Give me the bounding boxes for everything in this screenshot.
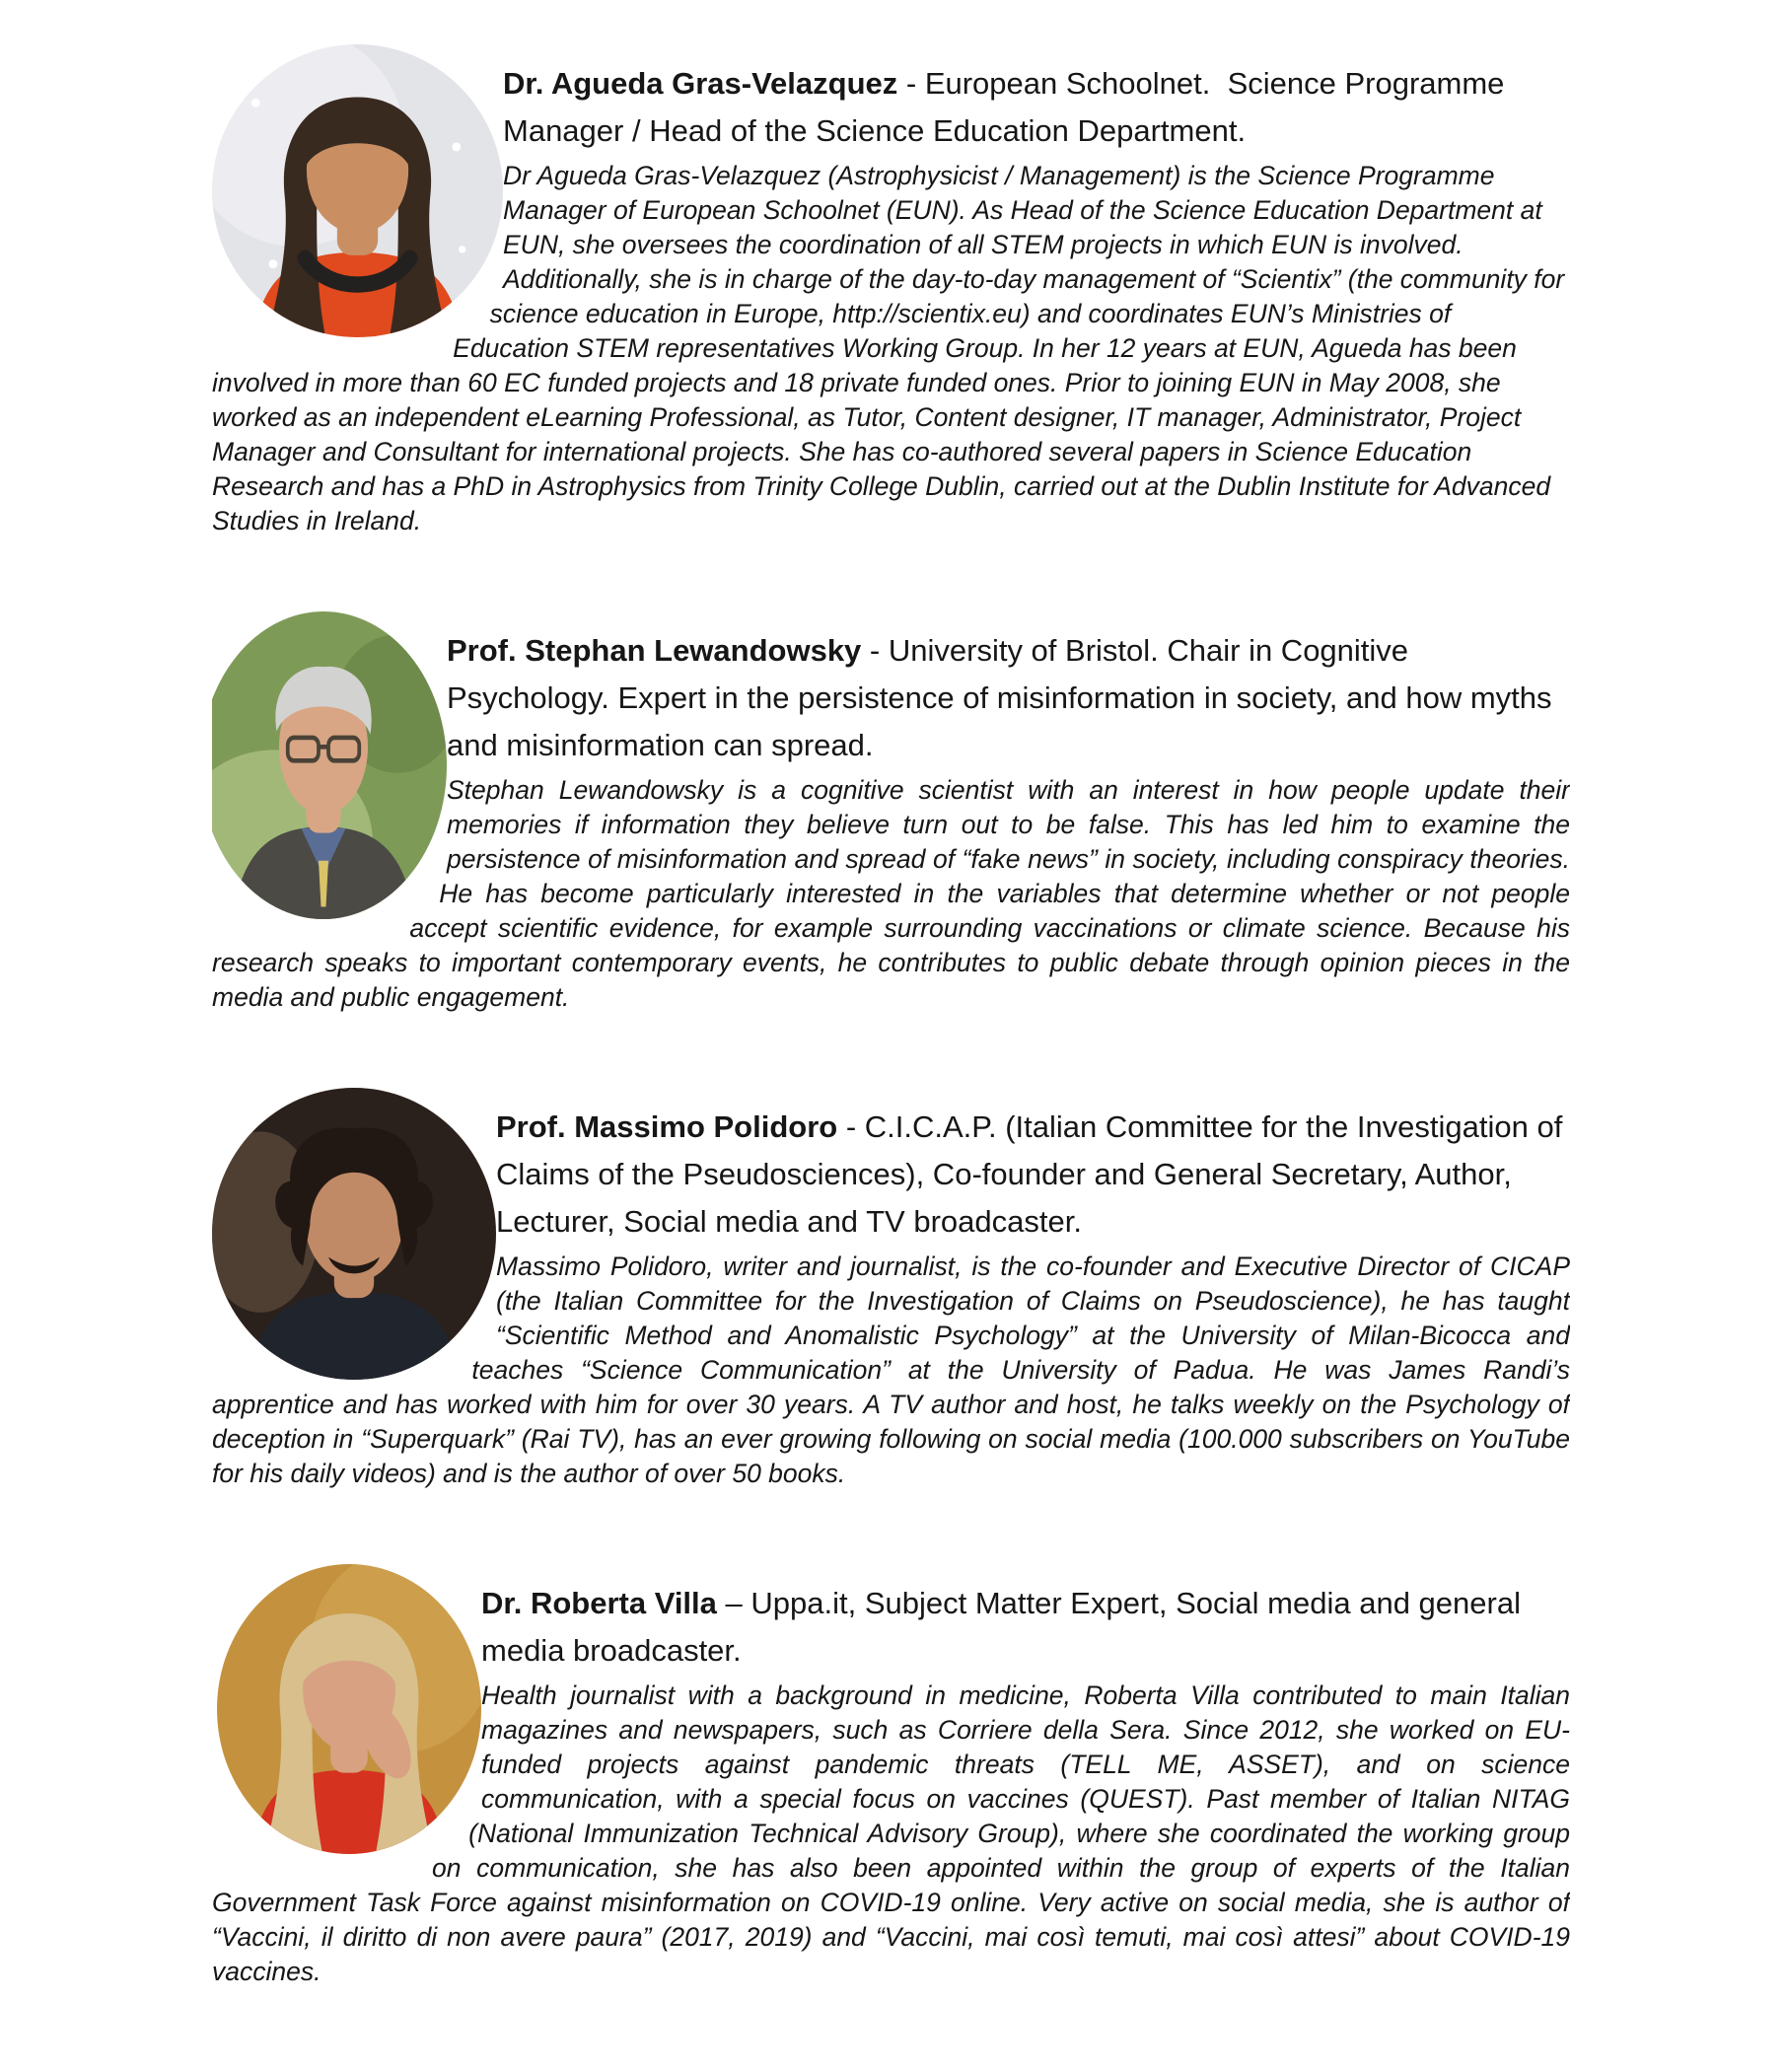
speaker-bio: Massimo Polidoro, writer and journalist, is the co-founder and Executive Director of CICAP (the Italian Committee for the Investigation of Claims on Pseudoscience), he has taught “Scientific Method and Anomalistic Psychology” at the University of Milan-Bicocca and teaches “Science Communication” at the University of Padua. He was James Randi’s apprentice and has worked with him for over 30 years. A TV author and host, he talks weekly on the Psychology of deception in “Superquark” (Rai TV), has an ever growing following on social media (100.000 subscribers on YouTube for his daily videos) and is the author of over 50 books. [212,1251,1570,1488]
speaker-name: Prof. Stephan Lewandowsky [447,633,862,668]
speckle [452,142,461,151]
speaker-title: – Uppa.it, Subject Matter Expert, Social media and general media broadcaster. [481,1586,1521,1668]
portrait-photo-roberta [217,1564,481,1854]
speaker-title: - C.I.C.A.P. (Italian Committee for the Investigation of Claims of the Pseudosciences), Co-founder and General Secretary, Author, Lecturer, Social media and TV broadcaster. [496,1109,1563,1239]
portrait-photo-massimo [212,1088,496,1380]
speaker-title: - University of Bristol. Chair in Cognitive Psychology. Expert in the persistence of misinformation in society, and how myths and misinformation can spread. [447,633,1552,762]
portrait-illustration-massimo [212,1088,496,1380]
speckle [459,246,465,252]
portrait-illustration-roberta [217,1564,481,1854]
speaker-section-agueda-gras-velazquez [212,44,1570,538]
speckle [251,99,260,107]
speaker-name: Dr. Agueda Gras-Velazquez [503,66,898,101]
speaker-title: - European Schoolnet. Science Programme Manager / Head of the Science Education Department. [503,66,1505,148]
speaker-bio: Health journalist with a background in medicine, Roberta Villa contributed to main Italian magazines and newspapers, such as Corriere della Sera. Since 2012, she worked on EU-funded projects against pandemic threats (TELL ME, ASSET), and on science communication, with a special focus on vaccines (QUEST). Past member of Italian NITAG (National Immunization Technical Advisory Group), where she coordinated the working group on communication, she has also been appointed within the group of experts of the Italian Government Task Force against misinformation on COVID-19 online. Very active on social media, she is author of “Vaccini, il diritto di non avere paura” (2017, 2019) and “Vaccini, mai così temuti, mai così attesi” about COVID-19 vaccines. [212,1680,1570,1986]
speaker-section-roberta-villa [212,1564,1570,1989]
portrait-photo-agueda [212,44,503,337]
speaker-section-stephan-lewandowsky [212,611,1570,1015]
speaker-section-massimo-polidoro [212,1088,1570,1491]
speaker-name: Dr. Roberta Villa [481,1586,717,1620]
speaker-name: Prof. Massimo Polidoro [496,1109,838,1144]
speaker-bio: Dr Agueda Gras-Velazquez (Astrophysicist / Management) is the Science Programme Manager of European Schoolnet (EUN). As Head of the Science Education Department at EUN, she oversees the coordination of all STEM projects in which EUN is involved. Additionally, she is in charge of the day-to-day management of “Scientix” (the community for science education in Europe, http://scientix.eu) and coordinates EUN’s Ministries of Education STEM representatives Working Group. In her 12 years at EUN, Agueda has been involved in more than 60 EC funded projects and 18 private funded ones. Prior to joining EUN in May 2008, she worked as an independent eLearning Professional, as Tutor, Content designer, IT manager, Administrator, Project Manager and Consultant for international projects. She has co-authored several papers in Science Education Research and has a PhD in Astrophysics from Trinity College Dublin, carried out at the Dublin Institute for Advanced Studies in Ireland. [212,161,1565,536]
portrait-illustration-agueda [212,44,503,337]
speaker-bio: Stephan Lewandowsky is a cognitive scientist with an interest in how people update their memories if information they believe turn out to be false. This has led him to examine the persistence of misinformation and spread of “fake news” in society, including conspiracy theories. He has become particularly interested in the variables that determine whether or not people accept scientific evidence, for example surrounding vaccinations or climate science. Because his research speaks to important contemporary events, he contributes to public debate through opinion pieces in the media and public engagement. [212,775,1570,1012]
speckle [269,259,278,268]
